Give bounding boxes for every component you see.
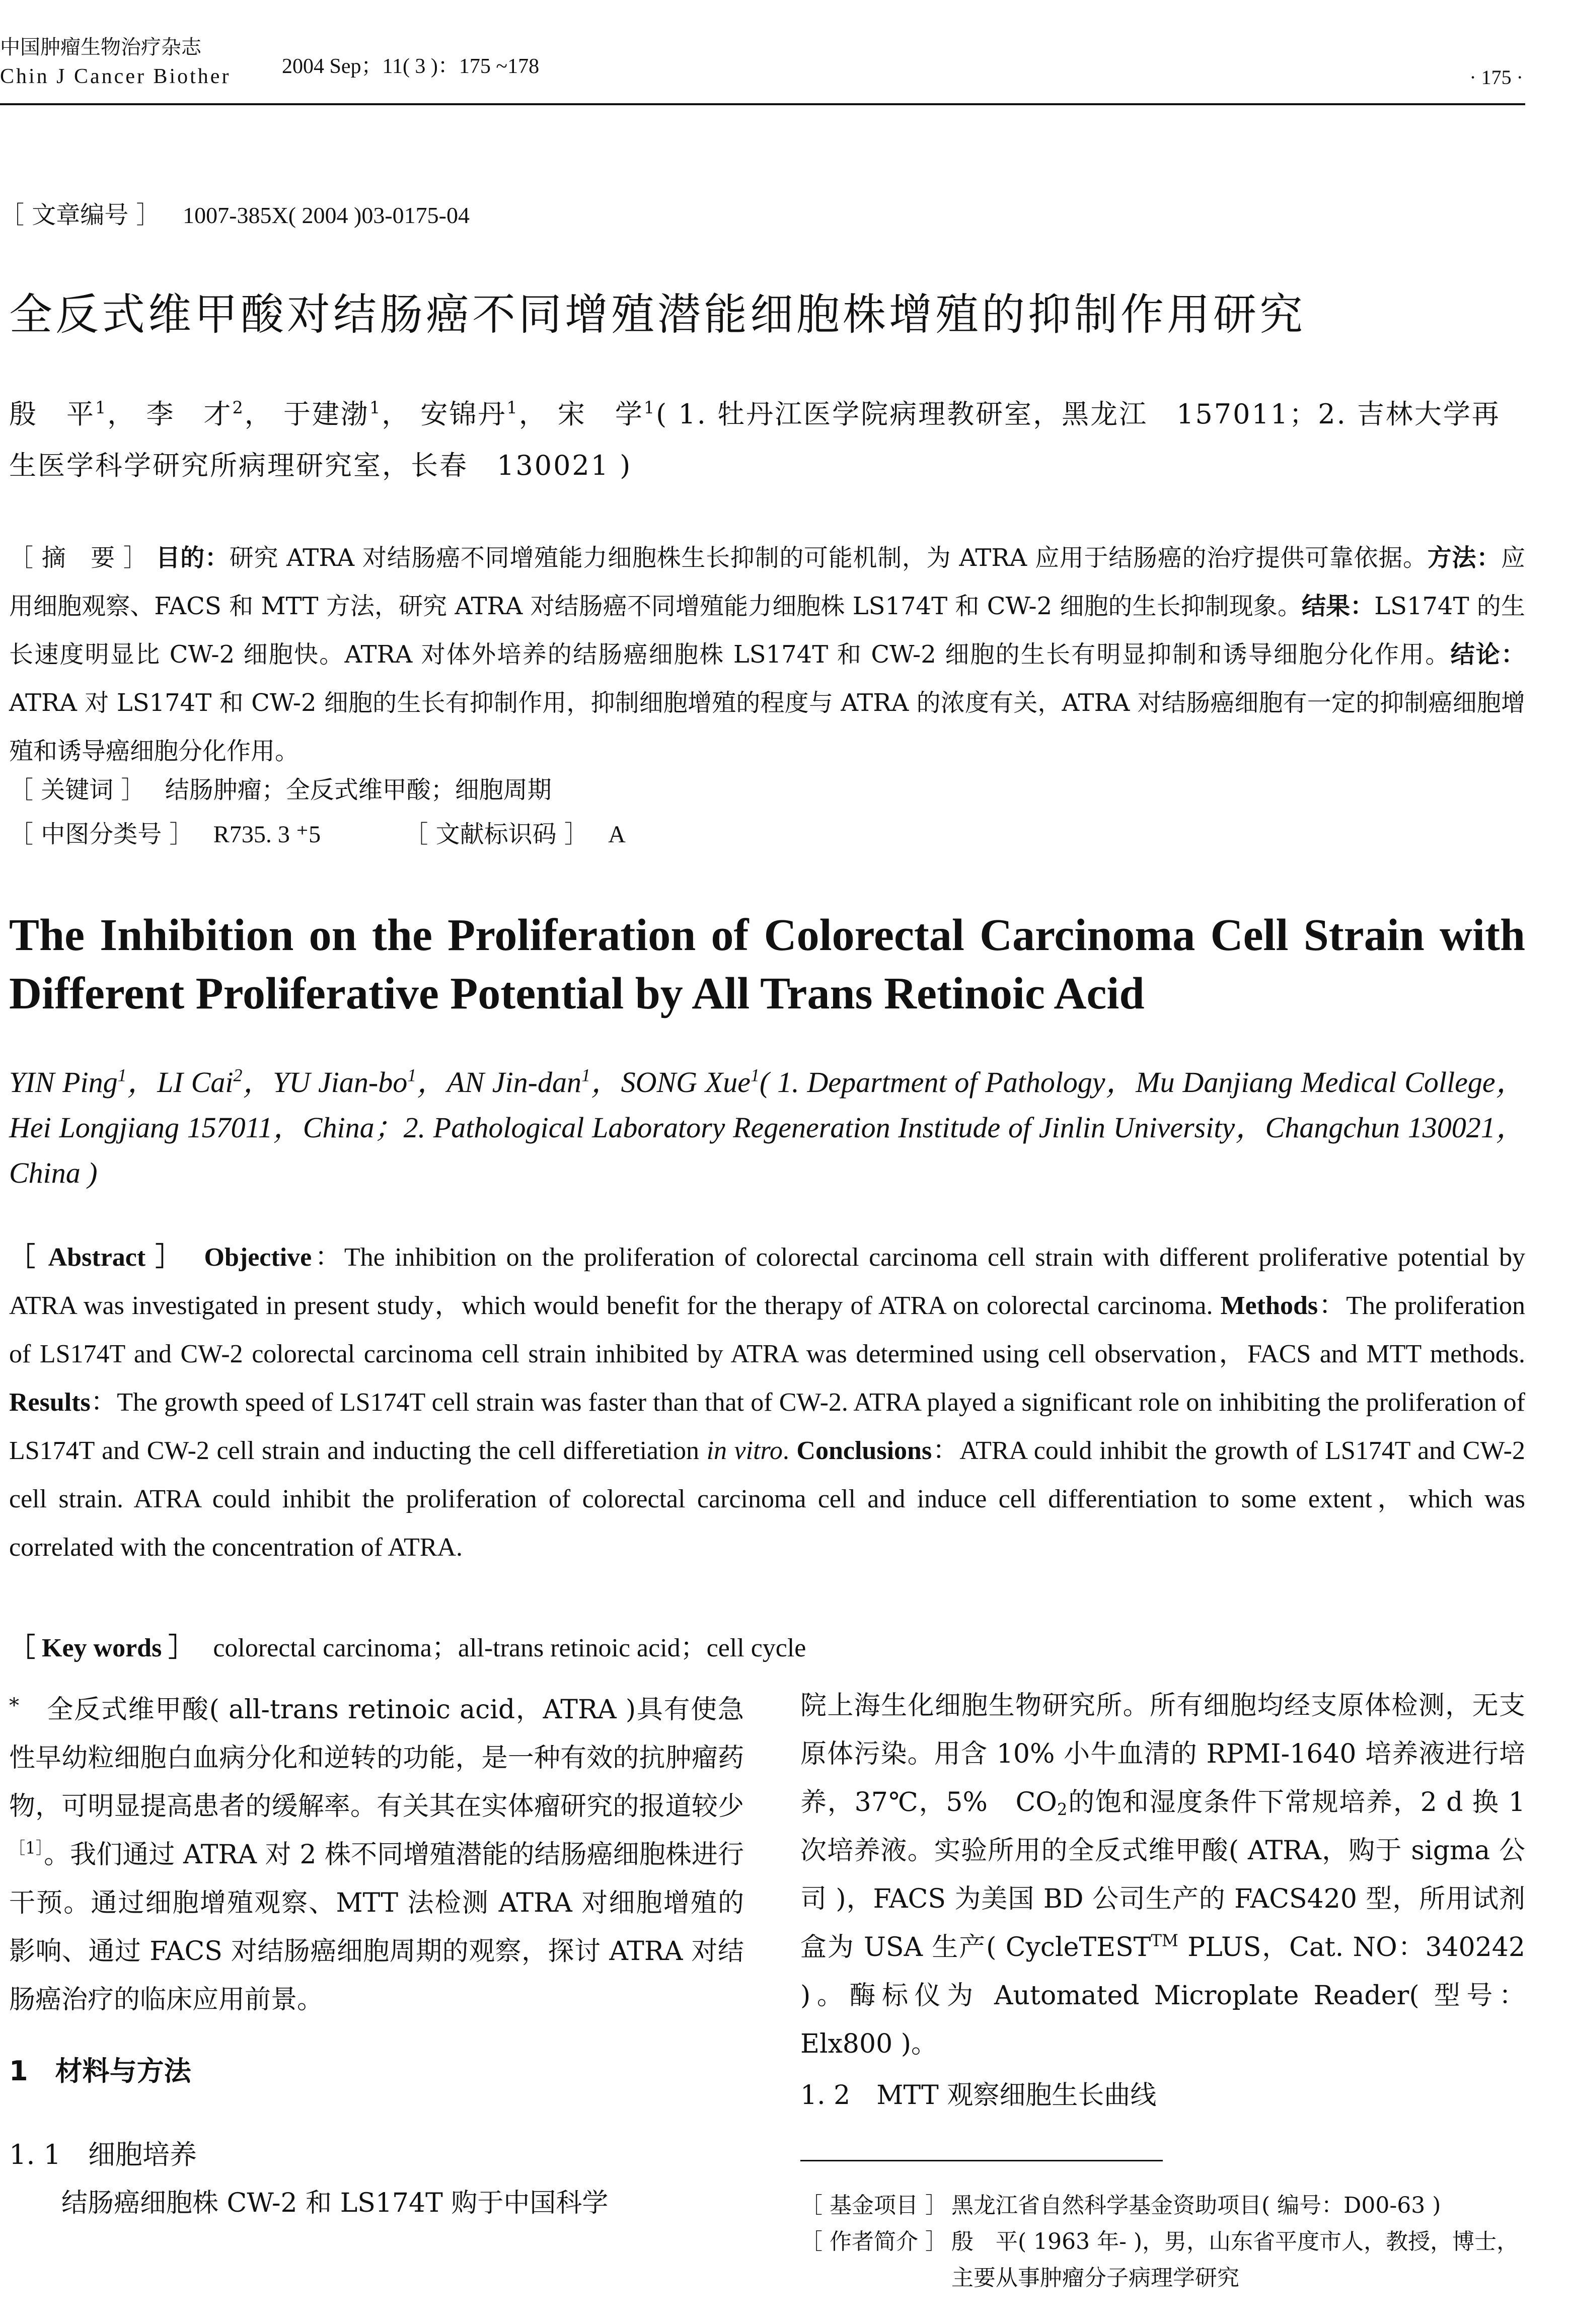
author-cn: 宋 学 — [557, 398, 644, 430]
conclusion-text-en: ：ATRA could inhibit the growth of LS174T and CW-2 cell strain. ATRA could inhibit the proliferation of colorectal carcinoma cell and induce cell differentiation to some extent，which was correlated with the concentration of ATRA. — [9, 1436, 1525, 1562]
footnote-author — [800, 2224, 1525, 2296]
abstract-en-label: ［ Abstract ］ — [9, 1243, 185, 1272]
keywords-cn-value: 结肠肿瘤；全反式维甲酸；细胞周期 — [165, 776, 552, 804]
abstract-cn-label: ［ 摘 要 ］ — [9, 544, 148, 572]
body-right-column — [800, 1682, 1525, 2120]
objective-text: 研究 ATRA 对结肠癌不同增殖能力细胞株生长抑制的可能机制，为 ATRA 应用于结肠癌的治疗提供可靠依据。 — [229, 544, 1428, 572]
author-bio-label: ［ 作者简介 ］ — [800, 2229, 947, 2255]
conclusion-label: 结论： — [1450, 640, 1525, 669]
author-en: AN Jin-dan — [446, 1066, 581, 1099]
doc-code-value: A — [608, 821, 626, 848]
subsection-heading: 1. 1 细胞培养 — [9, 2139, 197, 2170]
objective-text-en: ：The inhibition on the proliferation of colorectal carcinoma cell strain with different proliferative potential by ATRA was investigated in present study，which would benefit for the therapy of ATRA on colorectal carcinoma. — [9, 1243, 1525, 1320]
body-left-column — [9, 1682, 744, 2227]
section-heading: 1 材料与方法 — [9, 2055, 191, 2087]
abstract-cn — [9, 534, 1525, 775]
in-vitro-text: in vitro — [706, 1436, 783, 1465]
title-cn: 全反式维甲酸对结肠癌不同增殖潜能细胞株增殖的抑制作用研究 — [9, 289, 1306, 340]
classification-label: ［ 中图分类号 ］ — [9, 820, 194, 848]
author-cn: 李 才 — [146, 398, 233, 430]
author-en: LI Cai — [157, 1066, 234, 1099]
footnote-fund — [800, 2188, 1525, 2224]
page-number: · 175 · — [1469, 66, 1523, 89]
classification — [9, 815, 1525, 849]
keywords-cn-label: ［ 关键词 ］ — [9, 776, 145, 804]
intro-paragraph: * 全反式维甲酸( all-trans retinoic acid，ATRA )具有使急性早幼粒细胞白血病分化和逆转的功能，是一种有效的抗肿瘤药物，可明显提高患者的缓解率。有关其在实体瘤研究的报道较少$^{[1]}$。我们通过 ATRA 对 2 株不同增殖潜能的结肠癌细胞株进行干预。通过细胞增殖观察、MTT 法检测 ATRA 对细胞增殖的影响、通过 FACS 对结肠癌细胞周期的观察，探讨 ATRA 对结肠癌治疗的临床应用前景。 — [9, 1694, 744, 2015]
journal-issue: 2004 Sep；11( 3 )：175 ~178 — [282, 55, 540, 78]
keywords-en-label: ［ Key words ］ — [9, 1634, 195, 1662]
journal-name-en: Chin J Cancer Biother — [0, 65, 231, 88]
article-number-value: 1007-385X( 2004 )03-0175-04 — [183, 202, 470, 228]
methods-text: 应用细胞观察、FACS 和 MTT 方法，研究 ATRA 对结肠癌不同增殖能力细胞株 LS174T 和 CW-2 细胞的生长抑制现象。 — [9, 544, 1525, 620]
header-rule — [0, 103, 1525, 105]
title-en: The Inhibition on the Proliferation of Colorectal Carcinoma Cell Strain with Different Proliferative Potential by All Trans Retinoic Acid — [9, 910, 1525, 1019]
author-bio-text: 殷 平( 1963 年- )，男，山东省平度市人，教授，博士，主要从事肿瘤分子病理学研究 — [951, 2229, 1519, 2291]
author-cn: 安锦丹 — [420, 398, 507, 430]
authors-en: YIN Ping$^1$，LI Cai$^2$，YU Jian-$bo^1$，AN Jin-dan$^1$，SONG Xue$^1$( 1. Department of Pathology，Mu Danjiang Medical College，Hei Longjiang 157011，China；2. Pathological Laboratory Regeneration Institude of Jinlin University，Changchun 130021，China ) — [9, 1065, 1525, 1189]
keywords-cn — [9, 770, 552, 805]
body-paragraph: 结肠癌细胞株 CW-2 和 LS174T 购于中国科学 — [61, 2188, 609, 2218]
objective-label: 目的： — [156, 544, 230, 572]
article-number-label: ［ 文章编号 ］ — [0, 201, 161, 229]
doc-code-label: ［ 文献标识码 ］ — [404, 820, 588, 848]
fund-label: ［ 基金项目 ］ — [800, 2193, 947, 2218]
classification-value: R735. 3 ⁺5 — [213, 821, 321, 848]
objective-label-en: Objective — [204, 1243, 312, 1272]
footnote-star: * — [9, 1694, 19, 1717]
author-cn: 于建渤 — [283, 398, 369, 430]
subsection-heading: 1. 2 MTT 观察细胞生长曲线 — [800, 2080, 1157, 2111]
article-number — [0, 195, 470, 230]
results-label: 结果： — [1302, 592, 1375, 620]
footnote-rule — [800, 2160, 1163, 2161]
results-text-en: ：The growth speed of LS174T cell strain was faster than that of CW-2. ATRA played a significant role on inhibiting the proliferation of LS174T and CW-2 cell strain and inducting the cell differetiation — [9, 1388, 1525, 1465]
body-paragraph: 院上海生化细胞生物研究所。所有细胞均经支原体检测，无支原体污染。用含 10% 小牛血清的 RPMI-1640 培养液进行培养，37℃，5% $CO_2$的饱和湿度条件下常规培养，2 d 换 1 次培养液。实验所用的全反式维甲酸( ATRA，购于 sigma 公司 )，FACS 为美国 BD 公司生产的 FACS420 型，所用试剂盒为 USA 生产( CycleTEST™ PLUS，Cat. NO：340242 )。酶标仪为 Automated Microplate Reader( 型号：Elx800 )。 — [800, 1691, 1525, 2059]
author-en: YU Jian-bo — [273, 1066, 408, 1099]
footnotes — [800, 2188, 1525, 2296]
abstract-en: ［ Abstract ］ Objective：The inhibition on the proliferation of colorectal carcinoma cell strain with different proliferative potential by ATRA was investigated in present study，which would benefit for the therapy of ATRA on colorectal carcinoma. Methods：The proliferation of LS174T and CW-2 colorectal carcinoma cell strain inhibited by ATRA was determined using cell observation，FACS and MTT methods. Results：The growth speed of LS174T cell strain was faster than that of CW-2. ATRA played a significant role on inhibiting the proliferation of LS174T and CW-2 cell strain and inducting the cell differetiation in vitro. Conclusions：ATRA could inhibit the growth of LS174T and CW-2 cell strain. ATRA could inhibit the proliferation of colorectal carcinoma cell and induce cell differentiation to some extent，which was correlated with the concentration of ATRA. — [9, 1243, 1525, 1562]
author-cn: 殷 平 — [9, 398, 95, 430]
fund-text: 黑龙江省自然科学基金资助项目( 编号：D00-63 ) — [951, 2193, 1441, 2218]
reference-marker: ［1］ — [9, 1838, 44, 1858]
affiliation-cn: ( 1. 牡丹江医学院病理教研室，黑龙江 157011；2. 吉林大学再生医学科学研究所病理研究室，长春 130021 ) — [9, 398, 1501, 481]
methods-text-en: ：The proliferation of LS174T and CW-2 colorectal carcinoma cell strain inhibited by ATRA was determined using cell observation，FACS and MTT methods. — [9, 1291, 1525, 1368]
authors-cn: 殷 平$^1$， 李 才$^2$， 于建渤$^1$， 安锦丹$^1$， 宋 学$^1$( 1. 牡丹江医学院病理教研室，黑龙江 157011；2. 吉林大学再生医学科学研究所病理研究室，长春 130021 ) — [9, 397, 1501, 481]
conclusion-label-en: Conclusions — [796, 1436, 932, 1465]
methods-label-en: Methods — [1220, 1291, 1318, 1320]
author-en: SONG Xue — [621, 1066, 751, 1099]
keywords-en-value: colorectal carcinoma；all-trans retinoic acid；cell cycle — [213, 1634, 806, 1662]
affiliation-en: ( 1. Department of Pathology，Mu Danjiang Medical College，Hei Longjiang 157011，China；2. Pathological Laboratory Regeneration Institude of Jinlin University，Changchun 130021，China ) — [9, 1066, 1525, 1189]
results-label-en: Results — [9, 1388, 91, 1417]
conclusion-text: ATRA 对 LS174T 和 CW-2 细胞的生长有抑制作用，抑制细胞增殖的程度与 ATRA 的浓度有关，ATRA 对结肠癌细胞有一定的抑制癌细胞增殖和诱导癌细胞分化作用。 — [9, 689, 1525, 765]
methods-label: 方法： — [1427, 544, 1501, 572]
author-en: YIN Ping — [9, 1066, 118, 1099]
journal-name-cn: 中国肿瘤生物治疗杂志 — [0, 36, 201, 59]
results-text: LS174T 的生长速度明显比 CW-2 细胞快。ATRA 对体外培养的结肠癌细胞株 LS174T 和 CW-2 细胞的生长有明显抑制和诱导细胞分化作用。 — [9, 592, 1525, 669]
keywords-en — [9, 1626, 806, 1664]
